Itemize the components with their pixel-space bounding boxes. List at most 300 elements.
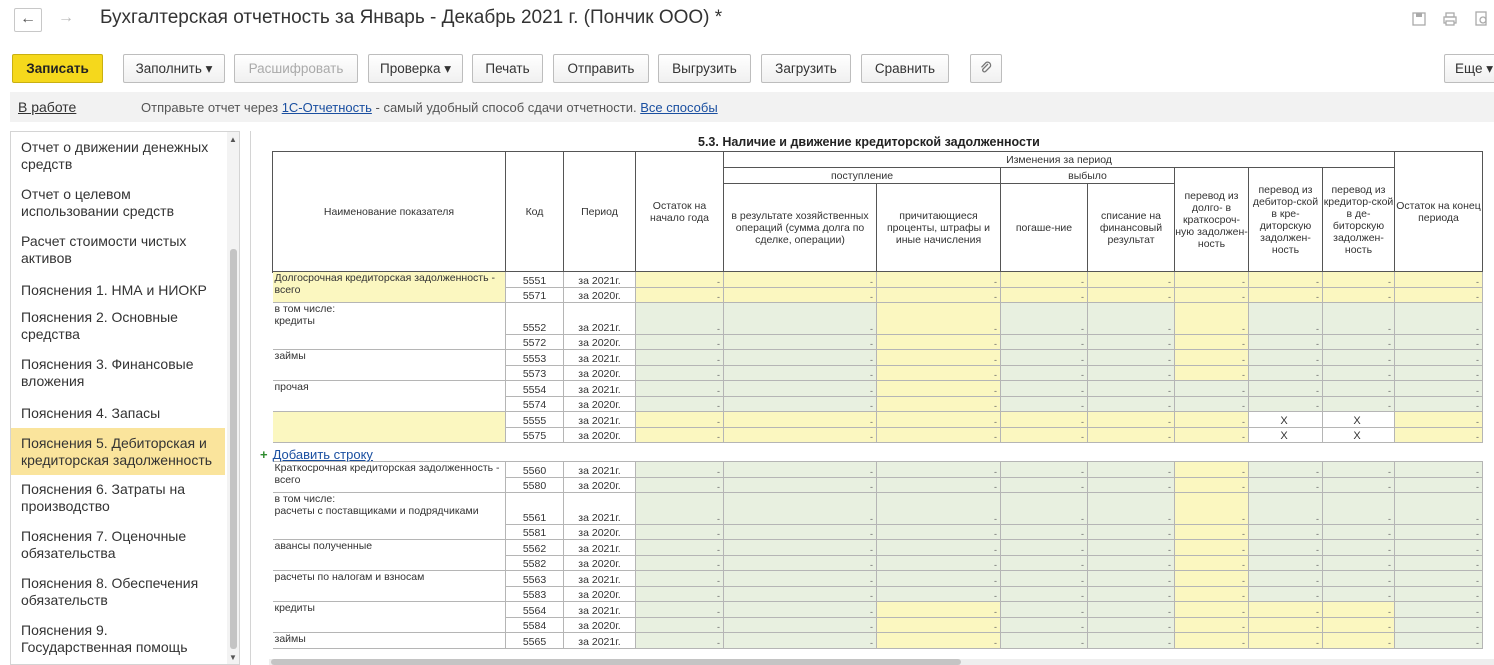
cell[interactable]: - bbox=[724, 587, 877, 602]
cell[interactable]: - bbox=[1395, 397, 1483, 412]
cell[interactable]: - bbox=[1001, 350, 1088, 366]
row-period: за 2020г. bbox=[564, 587, 636, 602]
cell[interactable]: - bbox=[724, 288, 877, 303]
cell[interactable]: - bbox=[1395, 366, 1483, 381]
row-code: 5551 bbox=[506, 272, 564, 288]
cell[interactable]: - bbox=[877, 462, 1001, 478]
cell[interactable]: - bbox=[1175, 288, 1249, 303]
check-dropdown-button[interactable] bbox=[368, 54, 463, 83]
row-name: кредиты bbox=[273, 602, 506, 633]
cell[interactable]: - bbox=[724, 540, 877, 556]
row-name: займы bbox=[273, 350, 506, 381]
cell[interactable]: - bbox=[1001, 602, 1088, 618]
cell[interactable]: - bbox=[1088, 381, 1175, 397]
arrow-right-icon: → bbox=[58, 9, 74, 26]
cell[interactable]: - bbox=[1323, 602, 1395, 618]
cell[interactable]: - bbox=[1395, 462, 1483, 478]
plus-icon: + bbox=[260, 447, 268, 462]
cell[interactable]: - bbox=[1175, 540, 1249, 556]
cell[interactable]: - bbox=[1323, 478, 1395, 493]
cell[interactable]: - bbox=[1001, 428, 1088, 443]
save-icon[interactable] bbox=[1411, 11, 1429, 29]
status-message bbox=[141, 100, 718, 115]
row-code: 5575 bbox=[506, 428, 564, 443]
cell-x: X bbox=[1249, 428, 1323, 443]
cell[interactable]: - bbox=[1001, 366, 1088, 381]
cell[interactable]: - bbox=[1249, 571, 1323, 587]
more-button[interactable]: Еще ▾ bbox=[1444, 54, 1494, 83]
cell[interactable]: - bbox=[636, 350, 724, 366]
cell[interactable]: - bbox=[1249, 493, 1323, 525]
cell[interactable]: - bbox=[636, 540, 724, 556]
cell[interactable]: - bbox=[636, 571, 724, 587]
cell[interactable]: - bbox=[724, 571, 877, 587]
cell[interactable]: - bbox=[1175, 381, 1249, 397]
incl-label: в том числе: bbox=[274, 303, 336, 315]
cell[interactable]: - bbox=[877, 556, 1001, 571]
cell[interactable]: - bbox=[1395, 540, 1483, 556]
row-code: 5581 bbox=[506, 525, 564, 540]
print-icon[interactable] bbox=[1442, 11, 1460, 29]
cell[interactable]: - bbox=[1088, 478, 1175, 493]
cell[interactable]: - bbox=[1001, 381, 1088, 397]
cell[interactable]: - bbox=[1175, 478, 1249, 493]
cell[interactable]: - bbox=[724, 556, 877, 571]
row-period: за 2021г. bbox=[564, 272, 636, 288]
cell[interactable]: - bbox=[1323, 571, 1395, 587]
row-period: за 2021г. bbox=[564, 350, 636, 366]
cell[interactable]: - bbox=[636, 633, 724, 649]
cell[interactable]: - bbox=[1175, 350, 1249, 366]
horizontal-scroll-thumb[interactable] bbox=[271, 659, 961, 665]
cell[interactable]: - bbox=[1001, 462, 1088, 478]
cell[interactable]: - bbox=[1001, 556, 1088, 571]
cell[interactable]: - bbox=[877, 272, 1001, 288]
toolbar bbox=[0, 54, 1494, 84]
row-period: за 2020г. bbox=[564, 478, 636, 493]
cell[interactable]: - bbox=[724, 633, 877, 649]
cell[interactable]: - bbox=[1088, 602, 1175, 618]
col-header-changes: Изменения за период bbox=[724, 152, 1395, 168]
sidebar-item[interactable]: Пояснения 7. Оценочные обязательства bbox=[21, 528, 187, 561]
sidebar-item[interactable]: Отчет о движении денежных средств bbox=[21, 139, 209, 172]
decode-button[interactable]: Расшифровать bbox=[234, 54, 358, 83]
cell[interactable]: - bbox=[1001, 397, 1088, 412]
row-name bbox=[273, 493, 506, 540]
row-code: 5561 bbox=[506, 493, 564, 525]
cell[interactable]: - bbox=[1088, 366, 1175, 381]
cell[interactable]: - bbox=[877, 587, 1001, 602]
cell[interactable]: - bbox=[1088, 540, 1175, 556]
report-table bbox=[272, 151, 1483, 649]
cell[interactable]: - bbox=[1175, 335, 1249, 350]
cell[interactable]: - bbox=[636, 587, 724, 602]
status-text-1: Отправьте отчет через bbox=[141, 100, 279, 115]
cell[interactable]: - bbox=[1395, 478, 1483, 493]
cell[interactable]: - bbox=[724, 478, 877, 493]
save-button[interactable]: Записать bbox=[12, 54, 103, 83]
cell[interactable]: - bbox=[1175, 556, 1249, 571]
cell[interactable]: - bbox=[877, 478, 1001, 493]
cell[interactable]: - bbox=[1175, 412, 1249, 428]
cell[interactable]: - bbox=[877, 571, 1001, 587]
cell[interactable]: - bbox=[1249, 335, 1323, 350]
row-period: за 2021г. bbox=[564, 540, 636, 556]
cell[interactable]: - bbox=[877, 381, 1001, 397]
cell[interactable]: - bbox=[1088, 633, 1175, 649]
cell[interactable]: - bbox=[724, 602, 877, 618]
cell[interactable]: - bbox=[1175, 571, 1249, 587]
cell[interactable]: - bbox=[1088, 350, 1175, 366]
row-code: 5574 bbox=[506, 397, 564, 412]
print-button[interactable]: Печать bbox=[472, 54, 543, 83]
cell[interactable]: - bbox=[1395, 381, 1483, 397]
cell[interactable]: - bbox=[636, 397, 724, 412]
cell[interactable]: - bbox=[1249, 556, 1323, 571]
check-label: Проверка bbox=[379, 61, 441, 76]
row-period: за 2020г. bbox=[564, 428, 636, 443]
row-name: авансы полученные bbox=[273, 540, 506, 571]
cell[interactable]: - bbox=[724, 350, 877, 366]
row-code: 5554 bbox=[506, 381, 564, 397]
cell[interactable]: - bbox=[1001, 288, 1088, 303]
sidebar-item[interactable]: Пояснения 1. НМА и НИОКР bbox=[21, 281, 207, 298]
col-header-code: Код bbox=[506, 152, 564, 272]
row-name bbox=[273, 303, 506, 350]
cell[interactable]: - bbox=[1088, 493, 1175, 525]
attach-button[interactable] bbox=[970, 54, 1002, 83]
cell[interactable]: - bbox=[1088, 335, 1175, 350]
caret-down-icon: ▾ bbox=[205, 61, 213, 76]
cell[interactable]: - bbox=[1249, 272, 1323, 288]
table-row bbox=[273, 412, 1483, 428]
col-header-transfer2: перевод из дебитор-ской в кре-диторскую задолжен-ность bbox=[1249, 168, 1323, 272]
cell[interactable]: - bbox=[636, 602, 724, 618]
cell[interactable]: - bbox=[636, 556, 724, 571]
cell[interactable]: - bbox=[1249, 462, 1323, 478]
cell[interactable]: - bbox=[1249, 633, 1323, 649]
cell[interactable]: - bbox=[1395, 303, 1483, 335]
row-period: за 2020г. bbox=[564, 397, 636, 412]
cell[interactable]: - bbox=[877, 366, 1001, 381]
cell[interactable]: - bbox=[724, 412, 877, 428]
cell[interactable]: - bbox=[724, 618, 877, 633]
cell[interactable]: - bbox=[724, 397, 877, 412]
cell[interactable]: - bbox=[877, 540, 1001, 556]
cell-x: X bbox=[1323, 428, 1395, 443]
cell[interactable]: - bbox=[877, 303, 1001, 335]
row-period: за 2021г. bbox=[564, 633, 636, 649]
scroll-up-icon[interactable]: ▲ bbox=[229, 135, 237, 144]
cell[interactable]: - bbox=[1001, 618, 1088, 633]
forward-button[interactable] bbox=[52, 8, 80, 32]
back-button[interactable] bbox=[14, 8, 42, 32]
row-period: за 2020г. bbox=[564, 556, 636, 571]
cell[interactable]: - bbox=[724, 335, 877, 350]
window-title: Бухгалтерская отчетность за Январь - Декабрь 2021 г. (Пончик ООО) * bbox=[100, 7, 723, 28]
row-name: расчеты по налогам и взносам bbox=[273, 571, 506, 602]
cell[interactable]: - bbox=[1175, 462, 1249, 478]
cell[interactable]: - bbox=[1323, 633, 1395, 649]
sidebar-item[interactable]: Пояснения 6. Затраты на производство bbox=[21, 481, 186, 514]
cell[interactable]: - bbox=[1088, 288, 1175, 303]
cell[interactable]: - bbox=[877, 412, 1001, 428]
cell[interactable]: - bbox=[1249, 478, 1323, 493]
cell[interactable]: - bbox=[1395, 428, 1483, 443]
cell[interactable]: - bbox=[1088, 556, 1175, 571]
cell[interactable]: - bbox=[724, 366, 877, 381]
cell[interactable]: - bbox=[636, 478, 724, 493]
cell[interactable]: - bbox=[1323, 335, 1395, 350]
cell[interactable]: - bbox=[636, 462, 724, 478]
sidebar-item[interactable]: Пояснения 8. Обеспечения обязательств bbox=[21, 575, 199, 608]
cell[interactable]: - bbox=[1001, 633, 1088, 649]
cell[interactable]: - bbox=[1175, 618, 1249, 633]
row-name-editable[interactable] bbox=[273, 412, 506, 443]
cell[interactable]: - bbox=[1323, 587, 1395, 602]
cell[interactable]: - bbox=[1088, 462, 1175, 478]
cell[interactable]: - bbox=[636, 272, 724, 288]
col-header-ops: в результате хозяйственных операций (сумма долга по сделке, операции) bbox=[724, 184, 877, 272]
col-header-period: Период bbox=[564, 152, 636, 272]
row-code: 5584 bbox=[506, 618, 564, 633]
cell[interactable]: - bbox=[1001, 587, 1088, 602]
row-name: Долгосрочная кредиторская задолженность - всего bbox=[273, 272, 506, 303]
cell[interactable]: - bbox=[1249, 397, 1323, 412]
cell[interactable]: - bbox=[1001, 540, 1088, 556]
table-row bbox=[273, 571, 1483, 587]
row-period: за 2021г. bbox=[564, 381, 636, 397]
cell[interactable]: - bbox=[1395, 587, 1483, 602]
table-row bbox=[273, 540, 1483, 556]
send-button[interactable]: Отправить bbox=[553, 54, 649, 83]
cell[interactable]: - bbox=[1088, 571, 1175, 587]
horizontal-scrollbar[interactable] bbox=[269, 659, 1494, 665]
cell[interactable]: - bbox=[877, 335, 1001, 350]
cell[interactable]: - bbox=[1088, 587, 1175, 602]
cell[interactable]: - bbox=[1249, 366, 1323, 381]
cell[interactable]: - bbox=[1175, 525, 1249, 540]
table-row bbox=[273, 272, 1483, 288]
cell[interactable]: - bbox=[1249, 602, 1323, 618]
cell[interactable]: - bbox=[1395, 493, 1483, 525]
row-name-text: кредиты bbox=[274, 315, 315, 327]
row-code: 5555 bbox=[506, 412, 564, 428]
row-period: за 2021г. bbox=[564, 602, 636, 618]
sidebar-item[interactable]: Пояснения 4. Запасы bbox=[21, 404, 161, 421]
status-strip bbox=[10, 92, 1494, 122]
cell[interactable]: - bbox=[1175, 602, 1249, 618]
cell[interactable]: - bbox=[1175, 493, 1249, 525]
preview-icon[interactable] bbox=[1474, 11, 1492, 29]
row-code: 5560 bbox=[506, 462, 564, 478]
cell[interactable]: - bbox=[1088, 412, 1175, 428]
cell[interactable]: - bbox=[1088, 397, 1175, 412]
cell[interactable]: - bbox=[1249, 587, 1323, 602]
row-period: за 2020г. bbox=[564, 366, 636, 381]
cell[interactable]: - bbox=[1001, 303, 1088, 335]
cell[interactable]: - bbox=[877, 618, 1001, 633]
row-period: за 2020г. bbox=[564, 618, 636, 633]
row-period: за 2021г. bbox=[564, 303, 636, 335]
cell[interactable]: - bbox=[877, 288, 1001, 303]
cell[interactable]: - bbox=[1323, 556, 1395, 571]
row-name: прочая bbox=[273, 381, 506, 412]
incl-label: в том числе: bbox=[274, 493, 336, 505]
cell[interactable]: - bbox=[636, 493, 724, 525]
cell[interactable]: - bbox=[724, 428, 877, 443]
cell[interactable]: - bbox=[1323, 381, 1395, 397]
cell[interactable]: - bbox=[1323, 303, 1395, 335]
cell[interactable]: - bbox=[1395, 571, 1483, 587]
cell[interactable]: - bbox=[877, 350, 1001, 366]
sidebar-item[interactable]: Пояснения 3. Финансовые вложения bbox=[21, 356, 194, 389]
cell[interactable]: - bbox=[1001, 478, 1088, 493]
cell[interactable]: - bbox=[1088, 428, 1175, 443]
cell[interactable]: - bbox=[877, 428, 1001, 443]
cell[interactable]: - bbox=[1395, 272, 1483, 288]
sidebar-scroll-thumb[interactable] bbox=[230, 249, 237, 649]
cell[interactable]: - bbox=[1001, 412, 1088, 428]
all-methods-link[interactable]: Все способы bbox=[640, 100, 718, 115]
cell[interactable]: - bbox=[1249, 303, 1323, 335]
cell[interactable]: - bbox=[1249, 350, 1323, 366]
cell[interactable]: - bbox=[1001, 272, 1088, 288]
cell[interactable]: - bbox=[1323, 397, 1395, 412]
row-period: за 2020г. bbox=[564, 525, 636, 540]
cell-x: X bbox=[1249, 412, 1323, 428]
cell[interactable]: - bbox=[636, 428, 724, 443]
col-header-transfer1: перевод из долго- в краткосроч-ную задолжен-ность bbox=[1175, 168, 1249, 272]
cell[interactable]: - bbox=[1249, 525, 1323, 540]
cell[interactable]: - bbox=[1395, 556, 1483, 571]
cell[interactable]: - bbox=[1395, 335, 1483, 350]
cell[interactable]: - bbox=[1249, 618, 1323, 633]
cell[interactable]: - bbox=[1175, 366, 1249, 381]
add-row-spacer bbox=[273, 443, 1483, 462]
sections-sidebar bbox=[10, 131, 240, 665]
cell[interactable]: - bbox=[877, 602, 1001, 618]
col-header-writeoff: списание на финансовый результат bbox=[1088, 184, 1175, 272]
cell[interactable]: - bbox=[1175, 633, 1249, 649]
sidebar-item[interactable]: Пояснения 9. Государственная помощь bbox=[21, 622, 188, 655]
cell[interactable]: - bbox=[1395, 602, 1483, 618]
table-row bbox=[273, 633, 1483, 649]
cell[interactable]: - bbox=[1323, 350, 1395, 366]
cell[interactable]: - bbox=[724, 272, 877, 288]
cell[interactable]: - bbox=[1249, 540, 1323, 556]
cell[interactable]: - bbox=[877, 633, 1001, 649]
cell[interactable]: - bbox=[724, 493, 877, 525]
cell[interactable]: - bbox=[1175, 303, 1249, 335]
cell[interactable]: - bbox=[1175, 428, 1249, 443]
cell[interactable]: - bbox=[1323, 366, 1395, 381]
cell[interactable]: - bbox=[1001, 525, 1088, 540]
cell[interactable]: - bbox=[636, 381, 724, 397]
sidebar-item[interactable]: Расчет стоимости чистых активов bbox=[21, 233, 187, 266]
cell[interactable]: - bbox=[1395, 633, 1483, 649]
cell[interactable]: - bbox=[636, 525, 724, 540]
cell[interactable]: - bbox=[636, 412, 724, 428]
cell[interactable]: - bbox=[636, 366, 724, 381]
cell[interactable]: - bbox=[1395, 350, 1483, 366]
sidebar-item[interactable]: Пояснения 2. Основные средства bbox=[21, 309, 178, 342]
reporting-link[interactable]: 1С-Отчетность bbox=[281, 100, 372, 115]
cell[interactable]: - bbox=[1249, 288, 1323, 303]
row-period: за 2020г. bbox=[564, 335, 636, 350]
row-code: 5582 bbox=[506, 556, 564, 571]
scroll-down-icon[interactable]: ▼ bbox=[229, 653, 237, 662]
cell[interactable]: - bbox=[1088, 303, 1175, 335]
cell[interactable]: - bbox=[1175, 587, 1249, 602]
cell[interactable]: - bbox=[1175, 397, 1249, 412]
cell[interactable]: - bbox=[1323, 288, 1395, 303]
table-row bbox=[273, 462, 1483, 478]
cell[interactable]: - bbox=[1395, 412, 1483, 428]
cell[interactable]: - bbox=[636, 618, 724, 633]
cell[interactable]: - bbox=[1175, 272, 1249, 288]
cell[interactable]: - bbox=[1323, 525, 1395, 540]
add-row-button[interactable] bbox=[260, 447, 373, 462]
cell[interactable]: - bbox=[636, 288, 724, 303]
table-row bbox=[273, 493, 1483, 525]
export-button[interactable]: Выгрузить bbox=[658, 54, 751, 83]
cell[interactable]: - bbox=[1001, 335, 1088, 350]
cell[interactable]: - bbox=[1001, 493, 1088, 525]
cell[interactable]: - bbox=[636, 335, 724, 350]
compare-button[interactable]: Сравнить bbox=[861, 54, 949, 83]
cell[interactable]: - bbox=[1088, 618, 1175, 633]
cell[interactable]: - bbox=[724, 525, 877, 540]
cell[interactable]: - bbox=[877, 493, 1001, 525]
cell[interactable]: - bbox=[1249, 381, 1323, 397]
table-row bbox=[273, 350, 1483, 366]
cell[interactable]: - bbox=[1395, 288, 1483, 303]
cell[interactable]: - bbox=[877, 397, 1001, 412]
cell[interactable]: - bbox=[1088, 272, 1175, 288]
row-period: за 2020г. bbox=[564, 288, 636, 303]
status-text-2: - самый удобный способ сдачи отчетности. bbox=[375, 100, 637, 115]
cell[interactable]: - bbox=[1395, 618, 1483, 633]
cell[interactable]: - bbox=[1323, 618, 1395, 633]
table-row bbox=[273, 381, 1483, 397]
cell[interactable]: - bbox=[1323, 272, 1395, 288]
sidebar-item[interactable]: Отчет о целевом использовании средств bbox=[21, 186, 175, 219]
cell[interactable]: - bbox=[1323, 493, 1395, 525]
arrow-left-icon: ← bbox=[20, 10, 36, 27]
fill-dropdown-button[interactable] bbox=[123, 54, 225, 83]
cell[interactable]: - bbox=[1395, 525, 1483, 540]
status-state-link[interactable]: В работе bbox=[18, 99, 77, 115]
sidebar-item-selected[interactable]: Пояснения 5. Дебиторская и кредиторская задолженность bbox=[11, 428, 225, 475]
cell[interactable]: - bbox=[1088, 525, 1175, 540]
cell[interactable]: - bbox=[724, 462, 877, 478]
cell[interactable]: - bbox=[724, 303, 877, 335]
cell[interactable]: - bbox=[877, 525, 1001, 540]
row-code: 5571 bbox=[506, 288, 564, 303]
cell[interactable]: - bbox=[1323, 540, 1395, 556]
sidebar-scrollbar[interactable] bbox=[227, 132, 240, 664]
cell[interactable]: - bbox=[724, 381, 877, 397]
cell[interactable]: - bbox=[636, 303, 724, 335]
row-code: 5553 bbox=[506, 350, 564, 366]
cell[interactable]: - bbox=[1001, 571, 1088, 587]
col-header-income: поступление bbox=[724, 168, 1001, 184]
cell[interactable]: - bbox=[1323, 462, 1395, 478]
import-button[interactable]: Загрузить bbox=[761, 54, 851, 83]
col-header-repay: погаше-ние bbox=[1001, 184, 1088, 272]
row-code: 5564 bbox=[506, 602, 564, 618]
